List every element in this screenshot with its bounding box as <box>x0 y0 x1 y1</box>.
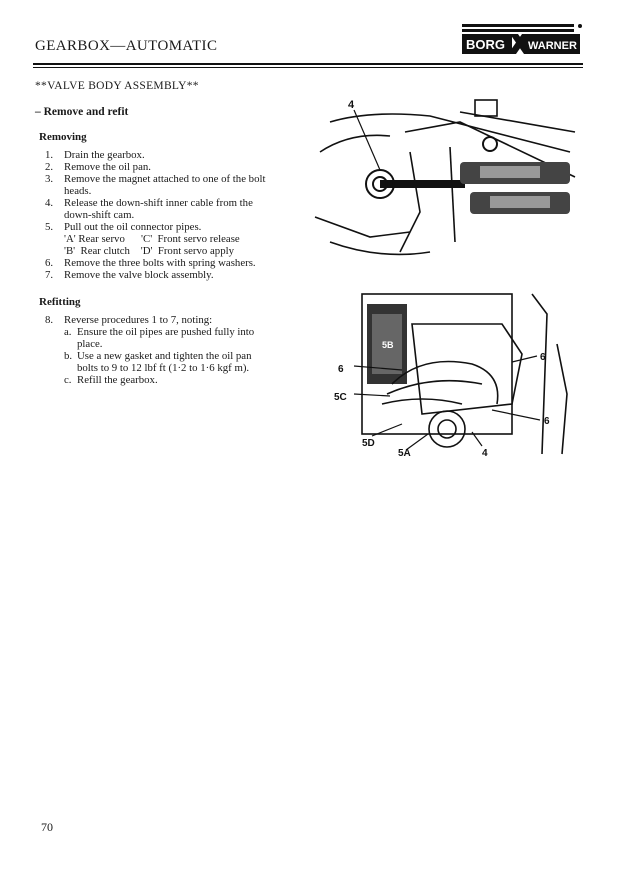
step-text: Remove the oil pan. <box>64 161 151 173</box>
step-number: 5. <box>45 221 54 233</box>
refitting-heading: Refitting <box>39 296 81 308</box>
step-number: 7. <box>45 269 54 281</box>
figure2-callout: 6 <box>338 364 344 375</box>
page-title: GEARBOX—AUTOMATIC <box>35 38 218 54</box>
note-text: Use a new gasket and tighten the oil pan <box>77 350 252 362</box>
note-label: b. <box>64 350 73 362</box>
downshift-cable-figure <box>310 92 580 264</box>
step-text: 'A' Rear servo 'C' Front servo release <box>64 233 240 245</box>
header-rule <box>33 63 583 65</box>
step-text: 'B' Rear clutch 'D' Front servo apply <box>64 245 235 257</box>
figure2-callout: 6 <box>540 352 546 363</box>
section-heading: **VALVE BODY ASSEMBLY** <box>35 80 199 92</box>
step-number: 4. <box>45 197 54 209</box>
logo-warner-text: WARNER <box>528 40 577 52</box>
step-number: 2. <box>45 161 54 173</box>
figure2-callout: 5B <box>382 340 394 350</box>
step-text: Release the down-shift inner cable from the <box>64 197 253 209</box>
step-text: heads. <box>64 185 92 197</box>
borg-warner-logo <box>460 20 585 60</box>
subheading: – Remove and refit <box>35 106 129 118</box>
figure2-callout: 4 <box>482 448 488 459</box>
step-text: Remove the magnet attached to one of the bolt <box>64 173 266 185</box>
removing-heading: Removing <box>39 131 87 143</box>
figure2-callout: 5C <box>334 392 347 403</box>
valve-body-figure <box>332 284 582 464</box>
step-text: Reverse procedures 1 to 7, noting: <box>64 314 213 326</box>
note-text: Refill the gearbox. <box>77 374 158 386</box>
note-label: c. <box>64 374 72 386</box>
note-text: Ensure the oil pipes are pushed fully into <box>77 326 255 338</box>
header-rule-thin <box>33 67 583 68</box>
step-text: down-shift cam. <box>64 209 135 221</box>
figure2-callout: 6 <box>544 416 550 427</box>
note-label: a. <box>64 326 72 338</box>
note-text: bolts to 9 to 12 lbf ft (1·2 to 1·6 kgf m). <box>77 362 250 374</box>
note-text: place. <box>77 338 103 350</box>
figure2-callout: 5A <box>398 448 411 459</box>
step-number: 6. <box>45 257 54 269</box>
step-number: 3. <box>45 173 54 185</box>
step-text: Remove the three bolts with spring washers. <box>64 257 256 269</box>
step-text: Drain the gearbox. <box>64 149 145 161</box>
step-number: 1. <box>45 149 54 161</box>
step-text: Pull out the oil connector pipes. <box>64 221 202 233</box>
step-text: Remove the valve block assembly. <box>64 269 214 281</box>
figure1-callout: 4 <box>348 99 355 111</box>
logo-borg-text: BORG <box>466 37 505 52</box>
page-number: 70 <box>41 820 53 834</box>
figure2-callout: 5D <box>362 438 375 449</box>
step-number: 8. <box>45 314 54 326</box>
